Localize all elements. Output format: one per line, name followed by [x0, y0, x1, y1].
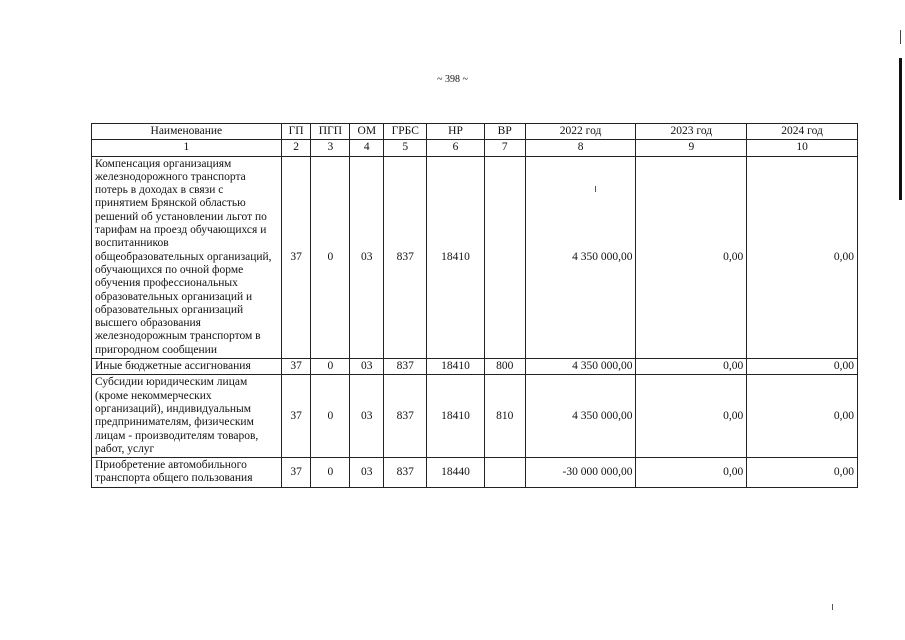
amount-2023: 0,00 — [636, 156, 747, 358]
amount-2023: 0,00 — [636, 375, 747, 458]
page-number: ~ 398 ~ — [437, 74, 468, 85]
om-cell: 03 — [350, 156, 384, 358]
index-cell: 2 — [281, 140, 311, 156]
amount-2024: 0,00 — [747, 359, 858, 375]
table-row — [92, 359, 858, 375]
vr-cell — [484, 458, 525, 488]
grbs-cell: 837 — [384, 375, 427, 458]
grbs-cell: 837 — [384, 156, 427, 358]
table-row — [92, 375, 858, 458]
amount-2024: 0,00 — [747, 375, 858, 458]
om-cell: 03 — [350, 458, 384, 488]
vr-cell — [484, 156, 525, 358]
table-row — [92, 156, 858, 358]
index-row — [92, 140, 858, 156]
nr-cell: 18410 — [427, 359, 484, 375]
amount-2022: 4 350 000,00 — [525, 375, 636, 458]
gp-cell: 37 — [281, 375, 311, 458]
amount-2022: 4 350 000,00 — [525, 156, 636, 358]
index-cell: 7 — [484, 140, 525, 156]
row-name: Иные бюджетные ассигнования — [92, 359, 282, 375]
index-cell: 9 — [636, 140, 747, 156]
pgp-cell: 0 — [311, 359, 350, 375]
om-cell: 03 — [350, 359, 384, 375]
index-cell: 3 — [311, 140, 350, 156]
index-cell: 1 — [92, 140, 282, 156]
col-header-vr: ВР — [484, 124, 525, 140]
pgp-cell: 0 — [311, 156, 350, 358]
nr-cell: 18440 — [427, 458, 484, 488]
index-cell: 5 — [384, 140, 427, 156]
amount-2024: 0,00 — [747, 156, 858, 358]
scan-mark — [900, 30, 901, 44]
gp-cell: 37 — [281, 359, 311, 375]
table-row — [92, 458, 858, 488]
pgp-cell: 0 — [311, 458, 350, 488]
index-cell: 6 — [427, 140, 484, 156]
col-header-pgp: ПГП — [311, 124, 350, 140]
amount-2022: -30 000 000,00 — [525, 458, 636, 488]
index-cell: 8 — [525, 140, 636, 156]
col-header-2023: 2023 год — [636, 124, 747, 140]
scan-edge-bar — [899, 58, 902, 200]
grbs-cell: 837 — [384, 458, 427, 488]
grbs-cell: 837 — [384, 359, 427, 375]
pgp-cell: 0 — [311, 375, 350, 458]
col-header-name: Наименование — [92, 124, 282, 140]
index-cell: 4 — [350, 140, 384, 156]
index-cell: 10 — [747, 140, 858, 156]
col-header-2024: 2024 год — [747, 124, 858, 140]
col-header-grbs: ГРБС — [384, 124, 427, 140]
nr-cell: 18410 — [427, 375, 484, 458]
col-header-2022: 2022 год — [525, 124, 636, 140]
nr-cell: 18410 — [427, 156, 484, 358]
header-row — [92, 124, 858, 140]
row-name: Субсидии юридическим лицам (кроме некоммерческих организаций), индивидуальным предпринимателям, физическим лицам - производителям товаров, работ, услуг — [92, 375, 282, 458]
row-name: Компенсация организациям железнодорожного транспорта потерь в доходах в связи с принятием Брянской областью решений об установлении льгот по тарифам на проезд обучающихся и воспитанников общеобразовательных организаций, обучающихся по очной форме обучения профессиональных образовательных организаций и образовательных организаций высшего образования железнодорожным транспортом в пригородном сообщении — [92, 156, 282, 358]
col-header-nr: НР — [427, 124, 484, 140]
vr-cell: 800 — [484, 359, 525, 375]
scan-speck — [832, 604, 833, 610]
vr-cell: 810 — [484, 375, 525, 458]
amount-2023: 0,00 — [636, 458, 747, 488]
gp-cell: 37 — [281, 156, 311, 358]
budget-table — [91, 123, 858, 488]
col-header-om: ОМ — [350, 124, 384, 140]
amount-2024: 0,00 — [747, 458, 858, 488]
row-name: Приобретение автомобильного транспорта общего пользования — [92, 458, 282, 488]
amount-2022: 4 350 000,00 — [525, 359, 636, 375]
col-header-gp: ГП — [281, 124, 311, 140]
gp-cell: 37 — [281, 458, 311, 488]
amount-2023: 0,00 — [636, 359, 747, 375]
om-cell: 03 — [350, 375, 384, 458]
